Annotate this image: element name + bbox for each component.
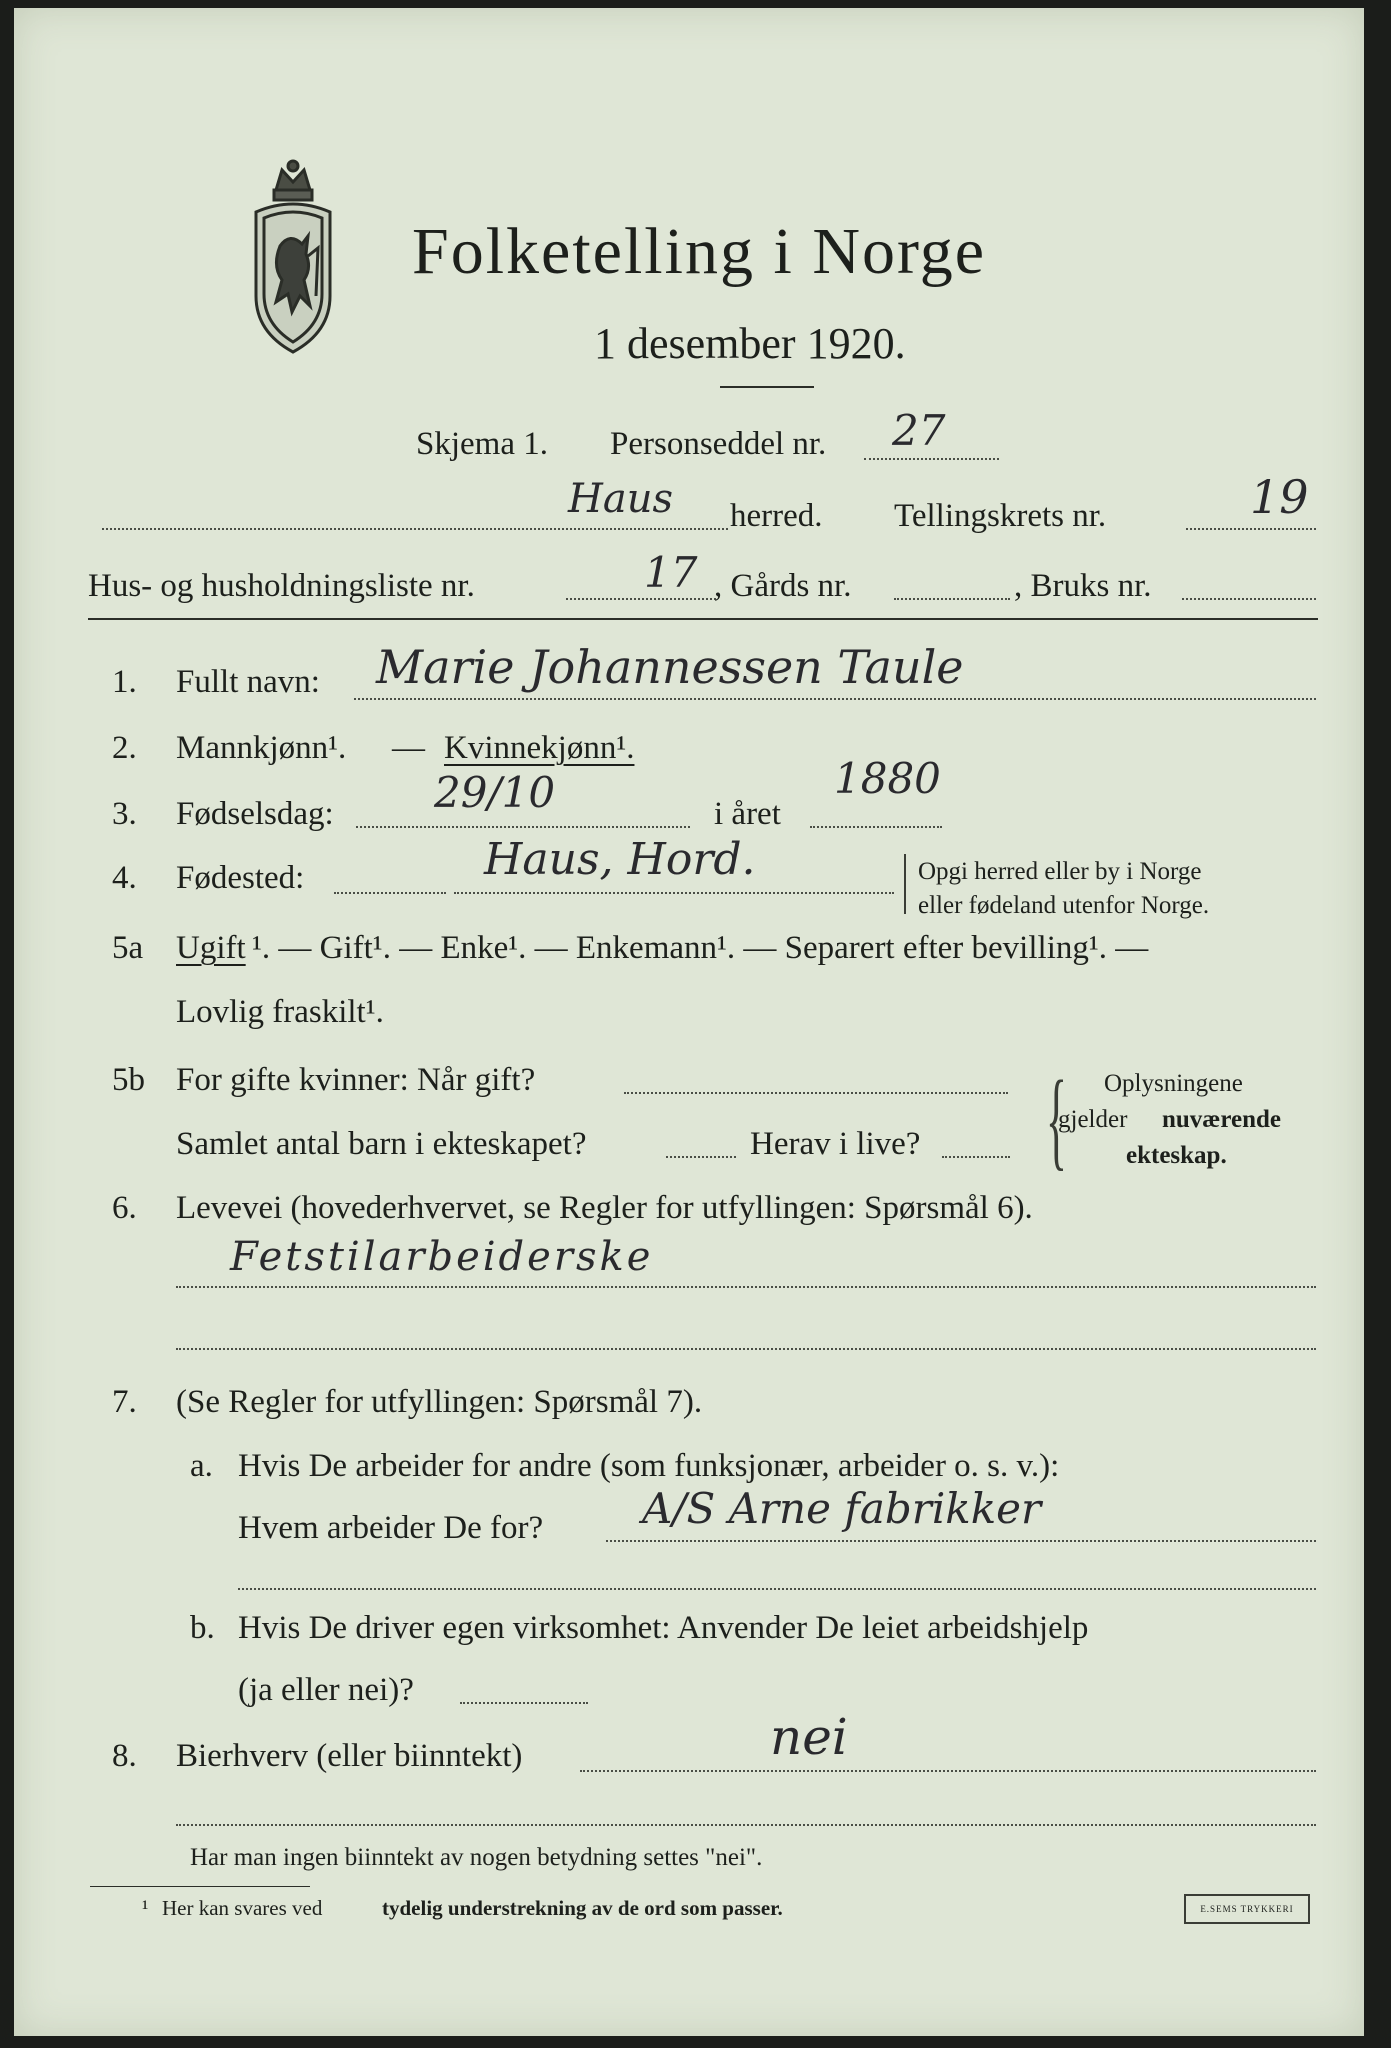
herred-line <box>102 528 728 530</box>
birthday-line <box>356 826 690 828</box>
birthplace-note-line2: eller fødeland utenfor Norge. <box>918 892 1210 919</box>
footnote-text-a: Her kan svares ved <box>162 1896 323 1920</box>
schema-label: Skjema 1. <box>416 426 548 462</box>
q7a-number: a. <box>190 1448 213 1484</box>
birthplace-value[interactable]: Haus, Hord. <box>484 834 756 885</box>
q5b-number: 5b <box>112 1062 145 1098</box>
side-income-value[interactable]: nei <box>770 1708 848 1766</box>
husholdningsliste-line <box>566 598 716 600</box>
marriage-note-line2a: gjelder <box>1058 1106 1128 1133</box>
marriage-note-brace: { <box>1045 1058 1067 1180</box>
q7a-label1: Hvis De arbeider for andre (som funksjonær, arbeider o. s. v.): <box>238 1448 1060 1484</box>
married-date-line <box>624 1092 1008 1094</box>
side-income-line <box>580 1770 1316 1772</box>
q7b-label1: Hvis De driver egen virksomhet: Anvender De leiet arbeidshjelp <box>238 1610 1089 1646</box>
tellingskrets-value[interactable]: 19 <box>1250 470 1309 524</box>
gender-male-option[interactable]: Mannkjønn¹. <box>176 730 347 766</box>
birthday-value[interactable]: 29/10 <box>434 768 556 817</box>
bruks-line <box>1182 598 1316 600</box>
marriage-note-line2b: nuværende <box>1162 1106 1282 1133</box>
q6-label: Levevei (hovederhvervet, se Regler for utfyllingen: Spørsmål 6). <box>176 1190 1033 1226</box>
q5b-alive-label: Herav i live? <box>750 1126 921 1162</box>
birthplace-note-line1: Opgi herred eller by i Norge <box>918 858 1202 885</box>
gards-label: , Gårds nr. <box>714 568 852 604</box>
occupation-value[interactable]: Fetstilarbeiderske <box>230 1234 654 1280</box>
census-form-sheet <box>14 8 1364 2036</box>
q8-number: 8. <box>112 1738 137 1774</box>
footer-note: Har man ingen biinntekt av nogen betydning settes "nei". <box>190 1844 763 1871</box>
full-name-value[interactable]: Marie Johannessen Taule <box>376 640 964 694</box>
side-income-line2 <box>176 1824 1316 1826</box>
q5b-married-label: For gifte kvinner: Når gift? <box>176 1062 536 1098</box>
employer-value[interactable]: A/S Arne fabrikker <box>642 1484 1042 1533</box>
occupation-line2 <box>176 1348 1316 1350</box>
footnote-text-b: tydelig understrekning av de ord som passer. <box>382 1896 783 1920</box>
q3-number: 3. <box>112 796 137 832</box>
gender-female-option[interactable]: Kvinnekjønn¹. <box>444 730 635 766</box>
q6-number: 6. <box>112 1190 137 1226</box>
q7-number: 7. <box>112 1384 137 1420</box>
marriage-note-line1: Oplysningene <box>1104 1070 1243 1097</box>
birthplace-note-brace <box>904 854 912 914</box>
q7a-label2: Hvem arbeider De for? <box>238 1510 544 1546</box>
header-divider <box>88 618 1318 620</box>
employer-line2 <box>238 1588 1316 1590</box>
birth-year-label: i året <box>714 796 781 832</box>
q3-label: Fødselsdag: <box>176 796 334 832</box>
hired-help-line <box>460 1702 588 1704</box>
bruks-label: , Bruks nr. <box>1014 568 1152 604</box>
herred-label: herred. <box>730 498 823 534</box>
footnote-rule <box>90 1886 310 1887</box>
q5a-number: 5a <box>112 930 144 966</box>
census-date: 1 desember 1920. <box>594 319 906 368</box>
q1-number: 1. <box>112 664 137 700</box>
q4-label: Fødested: <box>176 860 305 896</box>
personseddel-value[interactable]: 27 <box>892 406 946 455</box>
birthplace-line-a <box>334 892 446 894</box>
title-divider <box>720 386 814 388</box>
herred-value[interactable]: Haus <box>568 476 674 522</box>
personseddel-label: Personseddel nr. <box>610 426 827 462</box>
children-alive-line <box>942 1156 1010 1158</box>
footnote-mark: ¹ <box>142 1896 149 1920</box>
employer-line <box>606 1540 1316 1542</box>
tellingskrets-label: Tellingskrets nr. <box>894 498 1107 534</box>
marriage-note-line3: ekteskap. <box>1126 1142 1227 1169</box>
form-title: Folketelling i Norge <box>412 215 987 288</box>
marital-fraskilt-option[interactable]: Lovlig fraskilt¹. <box>176 994 384 1030</box>
birth-year-value[interactable]: 1880 <box>834 754 941 803</box>
birthplace-line-b <box>454 892 894 894</box>
marital-ugift-option[interactable]: Ugift <box>176 930 246 966</box>
husholdningsliste-value[interactable]: 17 <box>644 548 698 597</box>
occupation-line1 <box>176 1286 1316 1288</box>
q2-number: 2. <box>112 730 137 766</box>
coat-of-arms-icon <box>246 156 340 356</box>
printer-stamp <box>1184 1894 1310 1924</box>
q5b-children-label: Samlet antal barn i ekteskapet? <box>176 1126 587 1162</box>
gender-separator: — <box>392 730 425 766</box>
q7b-label2: (ja eller nei)? <box>238 1672 414 1708</box>
q4-number: 4. <box>112 860 137 896</box>
q7-label: (Se Regler for utfyllingen: Spørsmål 7). <box>176 1384 703 1420</box>
marital-other-options[interactable]: ¹. — Gift¹. — Enke¹. — Enkemann¹. — Separert efter bevilling¹. — <box>252 930 1149 966</box>
personseddel-line <box>864 458 999 460</box>
gards-line <box>894 598 1010 600</box>
children-count-line <box>666 1156 736 1158</box>
q1-label: Fullt navn: <box>176 664 320 700</box>
q7b-number: b. <box>190 1610 215 1646</box>
birth-year-line <box>810 826 942 828</box>
husholdningsliste-label: Hus- og husholdningsliste nr. <box>88 568 475 604</box>
q8-label: Bierhverv (eller biinntekt) <box>176 1738 523 1774</box>
printer-stamp-text: E.SEMS TRYKKERI <box>1200 1904 1294 1914</box>
q1-line <box>354 698 1316 700</box>
tellingskrets-line <box>1186 528 1316 530</box>
